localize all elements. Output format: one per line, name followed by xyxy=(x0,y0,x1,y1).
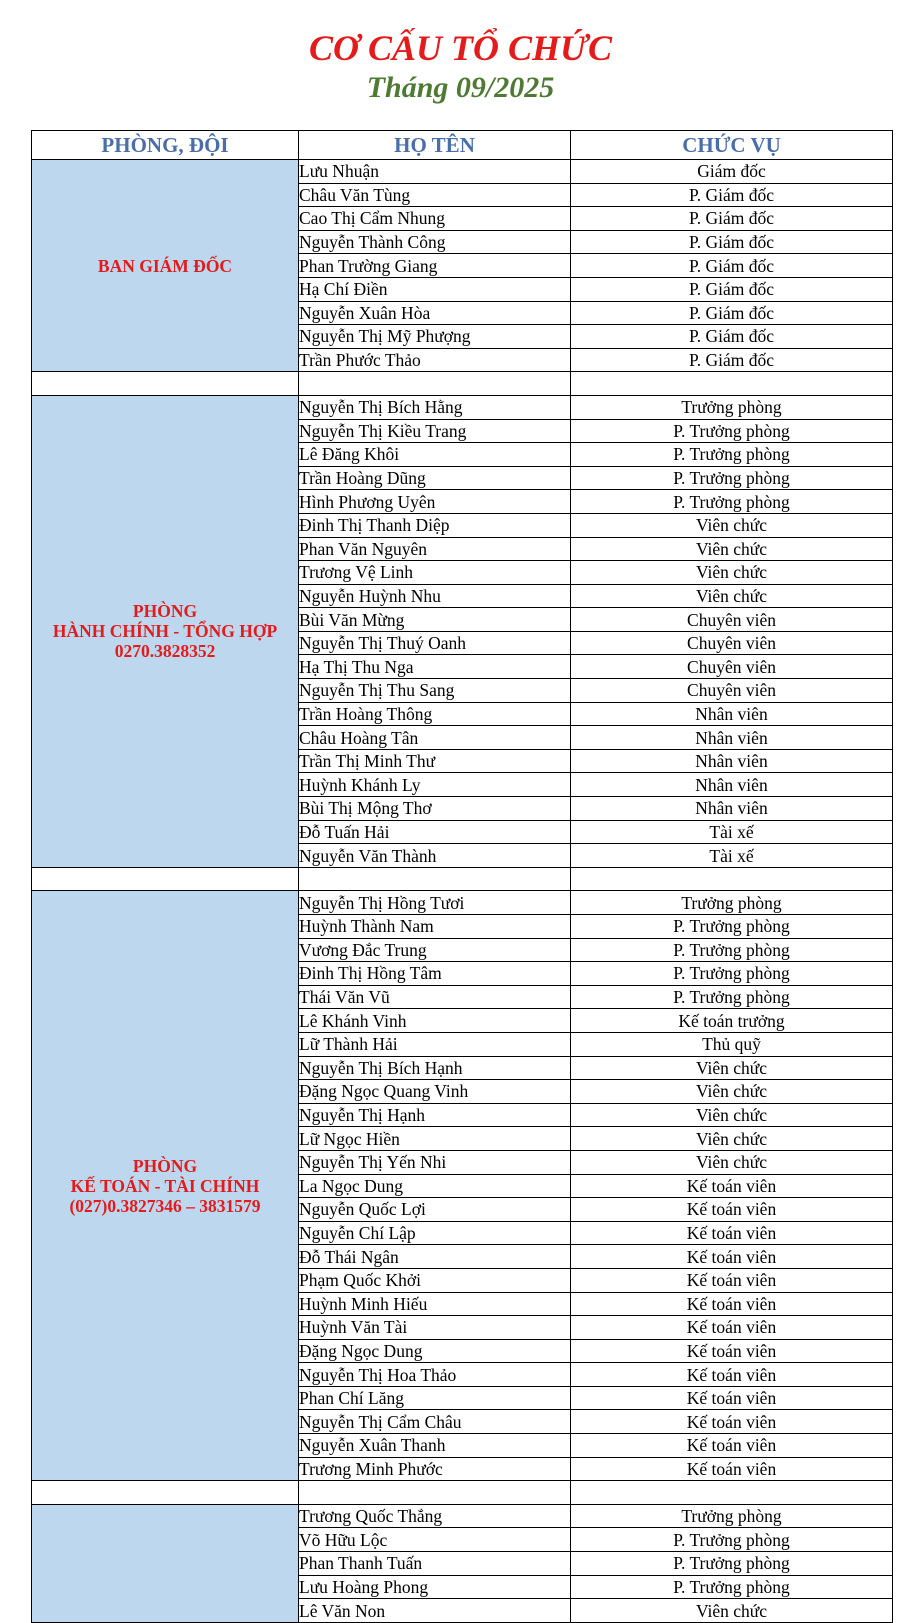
member-name: Lữ Ngọc Hiền xyxy=(299,1127,571,1151)
spacer-row xyxy=(32,867,893,891)
member-name: Nguyễn Xuân Thanh xyxy=(299,1434,571,1458)
member-name: Đỗ Thái Ngân xyxy=(299,1245,571,1269)
member-position: Kế toán viên xyxy=(571,1268,893,1292)
member-name: Nguyễn Thị Hồng Tươi xyxy=(299,891,571,915)
member-position: P. Trưởng phòng xyxy=(571,962,893,986)
member-position: Viên chức xyxy=(571,584,893,608)
member-position: Kế toán viên xyxy=(571,1245,893,1269)
member-name: Đinh Thị Thanh Diệp xyxy=(299,513,571,537)
member-name: Trương Minh Phước xyxy=(299,1457,571,1481)
spacer-row xyxy=(32,372,893,396)
table-row xyxy=(32,1504,893,1528)
member-name: Hình Phương Uyên xyxy=(299,490,571,514)
member-name: Nguyễn Thị Thu Sang xyxy=(299,679,571,703)
member-name: Đỗ Tuấn Hải xyxy=(299,820,571,844)
member-position: Kế toán viên xyxy=(571,1386,893,1410)
member-position: Viên chức xyxy=(571,1599,893,1623)
member-position: Trưởng phòng xyxy=(571,1504,893,1528)
member-position: Trưởng phòng xyxy=(571,891,893,915)
spacer-row xyxy=(32,1481,893,1505)
member-name: Nguyễn Thị Thuý Oanh xyxy=(299,631,571,655)
member-position: P. Giám đốc xyxy=(571,301,893,325)
spacer-cell xyxy=(32,372,299,396)
member-position: P. Giám đốc xyxy=(571,325,893,349)
member-position: Viên chức xyxy=(571,537,893,561)
member-name: Lê Đăng Khôi xyxy=(299,443,571,467)
member-position: Chuyên viên xyxy=(571,679,893,703)
member-position: P. Trưởng phòng xyxy=(571,490,893,514)
member-name: Hạ Thị Thu Nga xyxy=(299,655,571,679)
member-name: Phạm Quốc Khởi xyxy=(299,1268,571,1292)
department-label: PHÒNG xyxy=(132,601,198,622)
member-name: Châu Hoàng Tân xyxy=(299,726,571,750)
member-position: Kế toán viên xyxy=(571,1457,893,1481)
member-position: Kế toán viên xyxy=(571,1316,893,1340)
member-name: Châu Văn Tùng xyxy=(299,183,571,207)
member-position: Viên chức xyxy=(571,1103,893,1127)
member-position: Kế toán trưởng xyxy=(571,1009,893,1033)
member-position: P. Trưởng phòng xyxy=(571,466,893,490)
department-cell xyxy=(32,891,299,1481)
member-position: P. Giám đốc xyxy=(571,254,893,278)
member-name: Trần Thị Minh Thư xyxy=(299,749,571,773)
member-name: Nguyễn Thành Công xyxy=(299,230,571,254)
department-label: PHÒNG xyxy=(132,1155,198,1176)
member-position: Viên chức xyxy=(571,1080,893,1104)
member-name: Phan Chí Lăng xyxy=(299,1386,571,1410)
member-position: Chuyên viên xyxy=(571,608,893,632)
member-name: Lưu Hoàng Phong xyxy=(299,1575,571,1599)
department-label: KẾ TOÁN - TÀI CHÍNH xyxy=(70,1175,260,1196)
member-position: P. Trưởng phòng xyxy=(571,419,893,443)
member-name: Trương Vệ Linh xyxy=(299,561,571,585)
header-dept: PHÒNG, ĐỘI xyxy=(32,131,299,160)
member-name: Thái Văn Vũ xyxy=(299,985,571,1009)
member-name: Huỳnh Văn Tài xyxy=(299,1316,571,1340)
member-position: Kế toán viên xyxy=(571,1292,893,1316)
member-position: P. Giám đốc xyxy=(571,183,893,207)
spacer-cell xyxy=(299,1481,571,1505)
member-name: Võ Hữu Lộc xyxy=(299,1528,571,1552)
member-position: Chuyên viên xyxy=(571,631,893,655)
member-name: Nguyễn Thị Bích Hằng xyxy=(299,395,571,419)
member-name: Cao Thị Cẩm Nhung xyxy=(299,207,571,231)
member-position: P. Trưởng phòng xyxy=(571,1528,893,1552)
spacer-cell xyxy=(571,372,893,396)
member-position: Nhân viên xyxy=(571,749,893,773)
department-cell xyxy=(32,395,299,867)
member-position: P. Trưởng phòng xyxy=(571,1552,893,1576)
spacer-cell xyxy=(571,1481,893,1505)
member-position: Kế toán viên xyxy=(571,1221,893,1245)
member-name: Nguyễn Thị Yến Nhi xyxy=(299,1150,571,1174)
member-name: Huỳnh Thành Nam xyxy=(299,915,571,939)
member-name: Nguyễn Thị Kiều Trang xyxy=(299,419,571,443)
member-name: Trần Hoàng Dũng xyxy=(299,466,571,490)
member-name: Nguyễn Thị Mỹ Phượng xyxy=(299,325,571,349)
header-row xyxy=(32,131,893,160)
department-label: 0270.3828352 xyxy=(114,641,216,662)
member-name: Lưu Nhuận xyxy=(299,160,571,184)
member-position: Viên chức xyxy=(571,561,893,585)
member-name: Nguyễn Văn Thành xyxy=(299,844,571,868)
member-position: P. Giám đốc xyxy=(571,277,893,301)
spacer-cell xyxy=(571,867,893,891)
member-position: Thủ quỹ xyxy=(571,1032,893,1056)
page-title: CƠ CẤU TỔ CHỨC xyxy=(309,28,612,68)
spacer-cell xyxy=(299,372,571,396)
member-position: Nhân viên xyxy=(571,702,893,726)
member-position: Giám đốc xyxy=(571,160,893,184)
member-position: P. Trưởng phòng xyxy=(571,915,893,939)
member-name: Lê Văn Non xyxy=(299,1599,571,1623)
org-table xyxy=(31,130,893,1623)
member-name: Trương Quốc Thắng xyxy=(299,1504,571,1528)
member-position: Viên chức xyxy=(571,1150,893,1174)
header-name: HỌ TÊN xyxy=(299,131,571,160)
member-position: Kế toán viên xyxy=(571,1363,893,1387)
member-position: Kế toán viên xyxy=(571,1174,893,1198)
member-position: Kế toán viên xyxy=(571,1198,893,1222)
member-name: Nguyễn Thị Bích Hạnh xyxy=(299,1056,571,1080)
member-position: Kế toán viên xyxy=(571,1434,893,1458)
member-name: Phan Văn Nguyên xyxy=(299,537,571,561)
member-name: Vương Đắc Trung xyxy=(299,938,571,962)
org-table-body xyxy=(32,160,893,1623)
member-position: Kế toán viên xyxy=(571,1410,893,1434)
member-name: Nguyễn Thị Hoa Thảo xyxy=(299,1363,571,1387)
member-position: Tài xế xyxy=(571,844,893,868)
member-position: P. Trưởng phòng xyxy=(571,938,893,962)
member-name: Hạ Chí Điền xyxy=(299,277,571,301)
member-name: Trần Phước Thảo xyxy=(299,348,571,372)
member-position: P. Giám đốc xyxy=(571,207,893,231)
department-cell xyxy=(32,160,299,372)
member-position: Nhân viên xyxy=(571,773,893,797)
department-label: (027)0.3827346 – 3831579 xyxy=(69,1195,261,1216)
member-name: Trần Hoàng Thông xyxy=(299,702,571,726)
member-position: Kế toán viên xyxy=(571,1339,893,1363)
spacer-cell xyxy=(299,867,571,891)
member-position: Chuyên viên xyxy=(571,655,893,679)
table-row xyxy=(32,160,893,184)
member-name: Huỳnh Minh Hiếu xyxy=(299,1292,571,1316)
member-position: Viên chức xyxy=(571,1056,893,1080)
member-name: Phan Trường Giang xyxy=(299,254,571,278)
table-row xyxy=(32,891,893,915)
department-label: HÀNH CHÍNH - TỔNG HỢP xyxy=(52,621,278,642)
header-position: CHỨC VỤ xyxy=(571,131,893,160)
member-position: P. Trưởng phòng xyxy=(571,985,893,1009)
department-label: BAN GIÁM ĐỐC xyxy=(97,255,233,276)
member-name: Nguyễn Huỳnh Nhu xyxy=(299,584,571,608)
table-row xyxy=(32,395,893,419)
member-position: P. Trưởng phòng xyxy=(571,443,893,467)
member-name: Bùi Văn Mừng xyxy=(299,608,571,632)
member-position: Viên chức xyxy=(571,513,893,537)
member-position: Tài xế xyxy=(571,820,893,844)
member-name: Phan Thanh Tuấn xyxy=(299,1552,571,1576)
member-name: Nguyễn Thị Hạnh xyxy=(299,1103,571,1127)
member-position: Trưởng phòng xyxy=(571,395,893,419)
member-name: Nguyễn Thị Cẩm Châu xyxy=(299,1410,571,1434)
member-name: Đinh Thị Hồng Tâm xyxy=(299,962,571,986)
department-cell xyxy=(32,1504,299,1622)
member-position: Nhân viên xyxy=(571,726,893,750)
spacer-cell xyxy=(32,1481,299,1505)
member-name: Đặng Ngọc Dung xyxy=(299,1339,571,1363)
member-name: La Ngọc Dung xyxy=(299,1174,571,1198)
member-name: Nguyễn Xuân Hòa xyxy=(299,301,571,325)
member-name: Bùi Thị Mộng Thơ xyxy=(299,797,571,821)
member-name: Lữ Thành Hải xyxy=(299,1032,571,1056)
member-name: Nguyễn Chí Lập xyxy=(299,1221,571,1245)
member-position: Nhân viên xyxy=(571,797,893,821)
member-name: Huỳnh Khánh Ly xyxy=(299,773,571,797)
member-name: Lê Khánh Vinh xyxy=(299,1009,571,1033)
member-name: Nguyễn Quốc Lợi xyxy=(299,1198,571,1222)
page-subtitle: Tháng 09/2025 xyxy=(366,71,555,104)
member-name: Đặng Ngọc Quang Vinh xyxy=(299,1080,571,1104)
member-position: P. Giám đốc xyxy=(571,348,893,372)
member-position: P. Trưởng phòng xyxy=(571,1575,893,1599)
spacer-cell xyxy=(32,867,299,891)
member-position: P. Giám đốc xyxy=(571,230,893,254)
member-position: Viên chức xyxy=(571,1127,893,1151)
